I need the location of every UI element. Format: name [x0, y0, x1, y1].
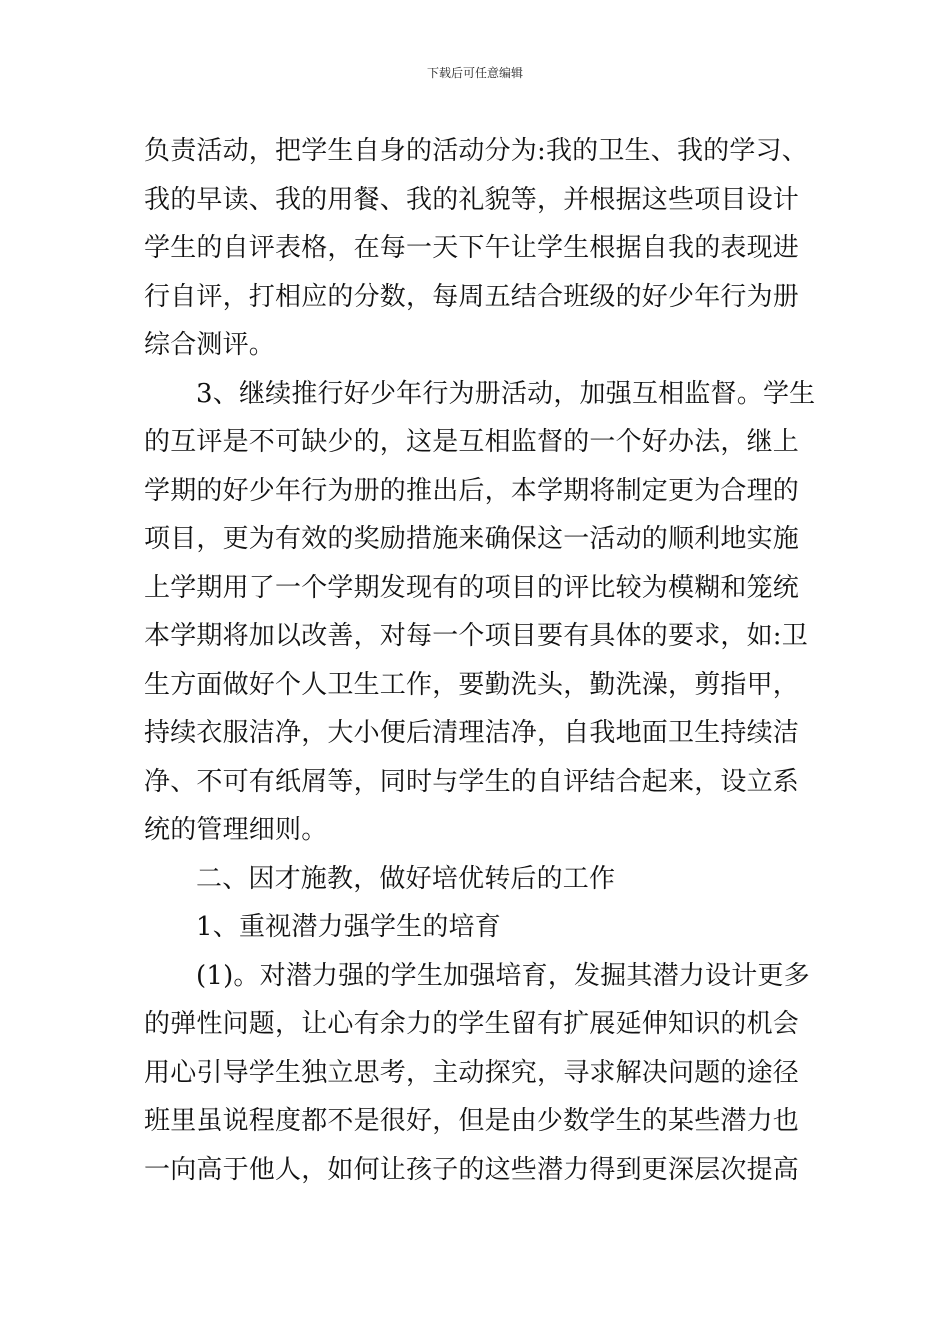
text-line: 班里虽说程度都不是很好，但是由少数学生的某些潜力也 — [144, 1106, 800, 1136]
paragraph-start-line: 3、继续推行好少年行为册活动，加强互相监督。学生 — [196, 378, 816, 409]
document-body — [144, 127, 816, 1194]
text-line: 净、不可有纸屑等，同时与学生的自评结合起来，设立系 — [144, 766, 800, 797]
text-line: 上学期用了一个学期发现有的项目的评比较为模糊和笼统 — [144, 572, 800, 603]
section-heading: 二、因才施教，做好培优转后的工作 — [196, 863, 616, 894]
text-line: 一向高于他人，如何让孩子的这些潜力得到更深层次提高 — [144, 1154, 800, 1185]
text-line: 统的管理细则。 — [144, 815, 328, 845]
text-line: 的弹性问题，让心有余力的学生留有扩展延伸知识的机会 — [144, 1009, 800, 1039]
page-header: 下载后可任意编辑 — [426, 66, 523, 80]
text-line: 的互评是不可缺少的，这是互相监督的一个好办法，继上 — [144, 427, 800, 457]
text-line: 学生的自评表格，在每一天下午让学生根据自我的表现进 — [144, 233, 800, 263]
text-line: 负责活动，把学生自身的活动分为:我的卫生、我的学习、 — [144, 136, 808, 166]
paragraph-start-line: (1)。对潜力强的学生加强培育，发掘其潜力设计更多 — [196, 960, 810, 991]
text-line: 本学期将加以改善，对每一个项目要有具体的要求，如:卫 — [144, 621, 808, 651]
text-line: 用心引导学生独立思考，主动探究，寻求解决问题的途径 — [144, 1057, 800, 1088]
subsection-heading: 1、重视潜力强学生的培育 — [196, 912, 501, 942]
text-line: 持续衣服洁净，大小便后清理洁净，自我地面卫生持续洁 — [144, 718, 800, 748]
text-line: 行自评，打相应的分数，每周五结合班级的好少年行为册 — [144, 281, 800, 312]
text-line: 综合测评。 — [144, 330, 276, 360]
text-line: 项目，更为有效的奖励措施来确保这一活动的顺利地实施 — [144, 524, 800, 554]
text-line: 我的早读、我的用餐、我的礼貌等，并根据这些项目设计 — [144, 184, 800, 215]
text-line: 学期的好少年行为册的推出后，本学期将制定更为合理的 — [144, 475, 800, 506]
text-line: 生方面做好个人卫生工作，要勤洗头，勤洗澡，剪指甲， — [144, 669, 800, 700]
